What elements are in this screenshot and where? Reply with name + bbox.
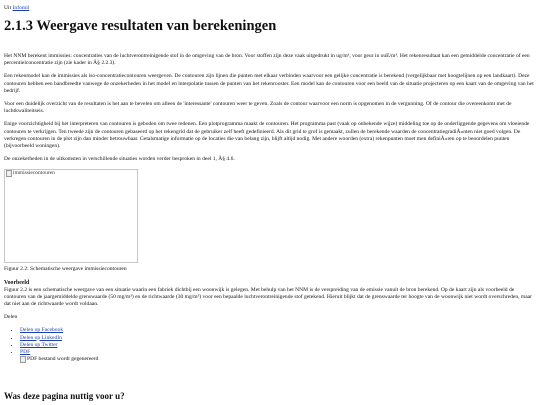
- paragraph-caution: Enige voorzichtigheid bij het interpreteren van contouren is geboden om twee redenen. Een plotprogramma maakt de contouren. Het programma past (vaak op onbekende wijze) middeling toe op de onderliggende gegevens om vloeiende contouren te verkrijgen. Ten tweede zijn de contouren gebaseerd op het rekengrid dat de gebruiker zelf heeft gedefinieerd. Als dit grid te grof is gemaakt, zullen de berekende waarden de concentratiegradiÃ«nten niet goed volgen. De verkregen contouren in de plot zijn dan minder betrouwbaar. Getalsmatige informatie op de locaties die van belang zijn, blijft altijd nodig. Met andere woorden (extra) rekenpunten moet men definiÃ«ren op te beoordelen punten (bijvoorbeeld woningen).: [4, 121, 530, 150]
- source-line: [4, 4, 536, 12]
- source-prefix: Uit: [4, 5, 13, 11]
- share-linkedin-link[interactable]: Delen op LinkedIn: [20, 334, 62, 341]
- pdf-status-note: [4, 356, 536, 363]
- paragraph-uncertainty: De onzekerheden in de uitkomsten in verschillende situaties worden verder besproken in deel 1, Â§ 4.6.: [4, 156, 235, 163]
- share-twitter-link[interactable]: Delen op Twitter: [20, 341, 58, 348]
- example-text: Figuur 2.2 is een schematische weergave van een situatie waarin een fabriek dichtbij een woonwijk is gelegen. Met behulp van het NNM is de verspreiding van de emissie vanuit de bron berekend. Op de kaart zijn als voorbeeld de contouren van de jaargemiddelde grenswaarde (50 mg/m³) en de richtwaarde (30 mg/m³) voor een bepaalde luchtverontreinigende stof getekend. Hieruit blijkt dat de grenswaarde ter hoogte van de woonwijk niet wordt overschreden, maar dat niet aan de richtwaarde wordt voldaan.: [4, 286, 532, 308]
- figure-alt-label: immissiecontouren: [13, 170, 55, 177]
- paragraph-intro: Het NNM berekent immissies: concentraties van de luchtverontreinigende stof in de omgeving van de bron. Voor stoffen zijn deze vaak uitgedrukt in ug/m³, voor geur in ouE/m³. Het rekenresultaat kan een gemiddelde concentratie of een percentielconcentratie zijn (zie kader in Â§ 2.2.3).: [4, 53, 530, 67]
- share-item: [20, 327, 536, 334]
- example-heading: Voorbeeld: [4, 279, 30, 286]
- share-item: [20, 342, 536, 349]
- pdf-note-text: PDF bestand wordt gegenereerd: [27, 356, 99, 363]
- broken-image-icon: [6, 170, 12, 177]
- share-pdf-link[interactable]: PDF: [20, 349, 31, 356]
- page-title: 2.1.3 Weergave resultaten van berekeningen: [4, 18, 277, 34]
- share-list: [4, 327, 536, 356]
- paragraph-contours: Een rekenmodel kan de immissies als iso-concentratiecontouren weergeven. De contouren zijn lijnen die punten met elkaar verbinden waarvoor een gelijke concentratie is berekend (vergelijkbaar met hoogtelijnen op een landkaart). Deze contouren hebben een bandbreedte vanwege de onzekerheden in het model en interpolatie tussen de punten van het rekenrooster. Een model kan de contouren voor een beeld van de situatie projecteren op een kaart van de omgeving van het bedrijf.: [4, 73, 534, 94]
- figure-caption: Figuur 2.2: Schematische weergave immissiecontouren: [4, 266, 127, 273]
- share-label: Delen: [4, 314, 18, 321]
- broken-image-icon: [20, 356, 26, 363]
- share-item: [20, 335, 536, 342]
- paragraph-overview: Voor een duidelijk overzicht van de resultaten is het aan te bevelen om alleen de 'interessante' contouren weer te geven. Zoals de contour waarvoor een norm is opgenomen in de vergunning. Of de contour die overeenkomt met de luchtkwaliteitseis.: [4, 101, 512, 115]
- figure-alt-text: [6, 170, 55, 177]
- figure-image-placeholder: [4, 169, 138, 263]
- infomil-link[interactable]: Infomil: [12, 5, 30, 11]
- feedback-heading: Was deze pagina nuttig voor u?: [4, 391, 125, 402]
- share-facebook-link[interactable]: Delen op Facebook: [20, 327, 64, 334]
- share-item: [20, 349, 536, 356]
